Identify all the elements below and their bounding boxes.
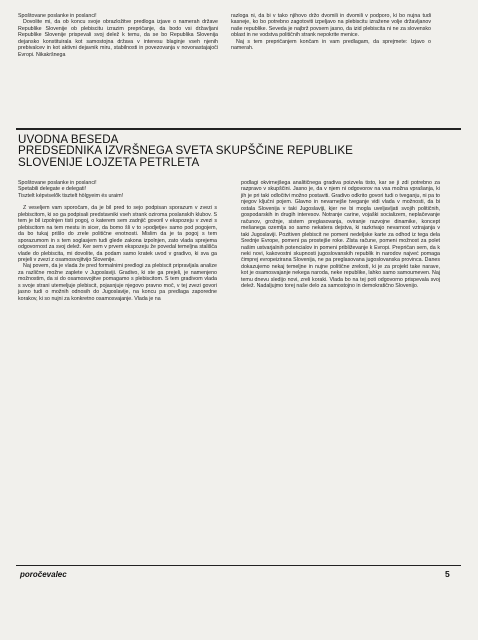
greeting-line: Spetabili delegate e delegati! bbox=[18, 186, 87, 193]
greeting-line: Tisztelt képviselők tisztelt hölgyeim és uraim! bbox=[18, 192, 124, 199]
top-left-column bbox=[18, 13, 218, 58]
footer-divider bbox=[16, 565, 461, 566]
paragraph: Naj povem, da je vlada že pred formalnimi predlogi za plebiscit pripravljala analize za različne možne zaplete v Jugoslaviji. Gradivo, ki ste ga prejeli, je namenjeno možnostim, da si do osamosvojitve pomagamo s plebiscitom. S tem gradivom vlada s svoje strani utemeljuje plebiscit, pojasnjuje njegovo pravno moč, v tej zvezi govori jasno tudi o možnih odnosih do Jugoslavije, na koncu pa predlaga zaporedne korakov, ki so nujni za konkretno osamosvajanje. Vlada je na bbox=[18, 263, 217, 302]
main-left-column bbox=[18, 180, 217, 302]
article-heading bbox=[18, 134, 458, 168]
publication-name: poročevalec bbox=[20, 570, 67, 579]
greeting-line: Spoštovane poslanke in poslanci! bbox=[18, 180, 97, 186]
page-number: 5 bbox=[445, 569, 450, 579]
paragraph: podlagi okvirnejšega analitičnega gradiva poizvela tisto, kar se ji zdi potrebno za razpravo v skupščini. Jasno je, da v njem ni odgovorov na vsa možna vprašanja, ki jih je pri taki odločitvi možno postaviti. Gradivo odkrito govori tudi o tveganju, ni pa to njegov ključni pojem. Glavno in nevarnejše tveganje vidi vlada v možnosti, da bi ostala Slovenija v taki Jugoslaviji, kjer ne bi mogla uveljavljati svojih političnih, gospodarskih in drugih interesov. Notranje carine, vojaški socializem, neplačevanje računov, grožnje, sistem preglasovanja, oviranje razvojne dinamike, koncept mešanega ozemlja so samo nekatera dejstva, ki razkrivajo nevarnost vztrajanja v taki Jugoslaviji. Pozitiven plebiscit ne pomeni nedeljske karte za odhod iz tega dela Srednje Evrope, pomeni pa prostejše roke. Zlsta račune, pomeni možnost za polet našim ustvarjalnih potencialov in pomeni približevanje k Evropi. Prepričan sem, da k neki novi, kakovostni skupnosti jugoslovanskih republik in narodov najveć pomaga čimprej evropeizirana Slovenija, ne pa preglasovana jugoslovanska provinca. Danes dokazujemo nekaj temeljne in nujne politične zrelosti, ki je za projekt take narave, kot je osamosvajanje nekega naroda, neke republike, lahko samo samoumeven. Naj temu dnevu sledijo novi, zreli koraki. Vlada bo na tej poti odgovorno prispevala svoj delež. Nadaljujmo torej naše delo za samostojno in demokratično Slovenijo. bbox=[241, 180, 440, 290]
section-divider bbox=[16, 128, 461, 130]
paragraph: razloga ni, da bi v tako njihovo držo dvomili in dvomili v podporo, ki bo nujna tudi kasneje, ko bo potrebno zagotoviti izpeljavo na plebiscitu izražene volje državljanov naše republike. Seveda je najbrž povsem jasno, da izid plebiscita ni ne za slovensko oblast in ne vodstva političnih strank nepokrite menice. bbox=[231, 13, 431, 39]
paragraph: Dovolite mi, da ob koncu svoje obrazložitve predloga izjave o namerah države Republike Slovenije ob plebiscitu izrazim prepričanje, da bodo vsi državljani Republike Slovenije prispevali svoj delež k temu, da se bo Republika Slovenija dejansko konstituirala kot samostojna država v interesu blaginje vseh njenih prebivalcev in kot aktivni dejavnik miru, stabilnosti in povezovanja v novonastajajoči Evropi. Nikakršnega bbox=[18, 19, 218, 58]
heading-line: SLOVENIJE LOJZETA PETRLETA bbox=[18, 155, 200, 169]
heading-line: UVODNA BESEDA bbox=[18, 133, 119, 146]
main-right-column bbox=[241, 180, 440, 290]
closing-greeting: Spoštovane poslanke in poslanci! bbox=[18, 13, 97, 19]
top-right-column bbox=[231, 13, 431, 52]
heading-line: PREDSEDNIKA IZVRŠNEGA SVETA SKUPŠČINE REPUBLIKE bbox=[18, 144, 354, 158]
paragraph: Naj s tem prepričanjem končam in vam predlagam, da sprejmete: Izjavo o namerah. bbox=[231, 38, 431, 52]
paragraph: Z veseljem vam sporočam, da je bil pred to sejo podpisan sporazum v zvezi s plebiscitom, ki so ga podpisali predstavniki vseh strank oziroma poslanskih klubov. S tem je bil izpolnjen tisti pogoj, o katerem sem zadnjič govoril v ekspozeju v zvezi s plebiscitom na tem mestu in sicer, da bomo šli v to »podjetje« samo pod pogojem, da bo tukaj prišlo do zrele politične enotnosti. Mislim da je ta pogoj s tem sporazumom in s tem soglasjem tudi glede zakona izpolnjen, zato vlada sprejema odgovornost za svoj delež. Ker sem v prvem ekspozeju že povedal temeljna stališča vlade do plebiscita, mi dovolite, da podam samo kratek uvod v gradivo, ki sva ga prejeli v zvezi z osamosvojitvijo Slovenije. bbox=[18, 205, 217, 263]
